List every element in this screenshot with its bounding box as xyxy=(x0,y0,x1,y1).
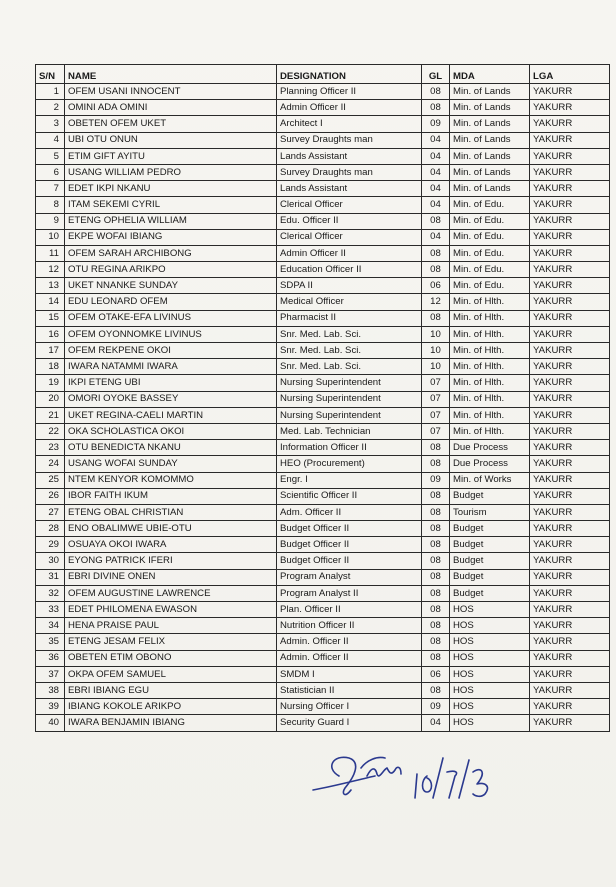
cell-sn: 7 xyxy=(36,181,65,197)
table-row xyxy=(36,391,610,407)
table-row xyxy=(36,310,610,326)
handwritten-signature xyxy=(305,746,505,806)
table-row xyxy=(36,245,610,261)
cell-mda: Min. of Edu. xyxy=(450,245,530,261)
cell-sn: 33 xyxy=(36,602,65,618)
cell-designation: Edu. Officer II xyxy=(277,213,422,229)
table-row xyxy=(36,666,610,682)
table-row xyxy=(36,213,610,229)
table-row xyxy=(36,197,610,213)
cell-mda: HOS xyxy=(450,634,530,650)
header-mda: MDA xyxy=(450,65,530,84)
cell-lga: YAKURR xyxy=(530,181,610,197)
cell-lga: YAKURR xyxy=(530,100,610,116)
cell-name: ETENG OBAL CHRISTIAN xyxy=(65,504,277,520)
cell-designation: Med. Lab. Technician xyxy=(277,423,422,439)
cell-lga: YAKURR xyxy=(530,375,610,391)
cell-sn: 35 xyxy=(36,634,65,650)
cell-sn: 25 xyxy=(36,472,65,488)
cell-lga: YAKURR xyxy=(530,488,610,504)
cell-gl: 04 xyxy=(422,164,450,180)
table-row xyxy=(36,423,610,439)
cell-lga: YAKURR xyxy=(530,407,610,423)
cell-name: OFEM OTAKE-EFA LIVINUS xyxy=(65,310,277,326)
cell-mda: Min. of Hlth. xyxy=(450,326,530,342)
table-row xyxy=(36,84,610,100)
cell-mda: Due Process xyxy=(450,456,530,472)
cell-gl: 08 xyxy=(422,100,450,116)
cell-mda: Min. of Edu. xyxy=(450,213,530,229)
table-row xyxy=(36,359,610,375)
cell-name: USANG WILLIAM PEDRO xyxy=(65,164,277,180)
cell-mda: HOS xyxy=(450,699,530,715)
cell-gl: 04 xyxy=(422,132,450,148)
cell-designation: Planning Officer II xyxy=(277,84,422,100)
cell-gl: 04 xyxy=(422,197,450,213)
cell-designation: Architect I xyxy=(277,116,422,132)
cell-mda: Tourism xyxy=(450,504,530,520)
cell-gl: 08 xyxy=(422,84,450,100)
cell-mda: Min. of Edu. xyxy=(450,278,530,294)
table-row xyxy=(36,618,610,634)
cell-name: OKPA OFEM SAMUEL xyxy=(65,666,277,682)
cell-sn: 26 xyxy=(36,488,65,504)
cell-gl: 08 xyxy=(422,262,450,278)
cell-mda: Min. of Hlth. xyxy=(450,407,530,423)
cell-gl: 09 xyxy=(422,699,450,715)
header-name: NAME xyxy=(65,65,277,84)
cell-sn: 17 xyxy=(36,343,65,359)
cell-name: ETENG JESAM FELIX xyxy=(65,634,277,650)
cell-designation: Plan. Officer II xyxy=(277,602,422,618)
cell-designation: Budget Officer II xyxy=(277,553,422,569)
cell-lga: YAKURR xyxy=(530,682,610,698)
cell-sn: 12 xyxy=(36,262,65,278)
cell-mda: Due Process xyxy=(450,440,530,456)
table-row xyxy=(36,326,610,342)
table-row xyxy=(36,262,610,278)
cell-mda: Min. of Lands xyxy=(450,181,530,197)
cell-designation: Lands Assistant xyxy=(277,181,422,197)
cell-sn: 8 xyxy=(36,197,65,213)
cell-mda: HOS xyxy=(450,602,530,618)
table-body xyxy=(36,84,610,732)
cell-sn: 10 xyxy=(36,229,65,245)
cell-designation: Survey Draughts man xyxy=(277,132,422,148)
table-row xyxy=(36,553,610,569)
cell-gl: 08 xyxy=(422,553,450,569)
cell-mda: HOS xyxy=(450,682,530,698)
staff-table xyxy=(35,64,610,732)
table-row xyxy=(36,229,610,245)
cell-mda: HOS xyxy=(450,650,530,666)
cell-sn: 39 xyxy=(36,699,65,715)
table-row xyxy=(36,521,610,537)
cell-mda: Min. of Lands xyxy=(450,116,530,132)
cell-lga: YAKURR xyxy=(530,618,610,634)
cell-mda: Min. of Lands xyxy=(450,100,530,116)
cell-lga: YAKURR xyxy=(530,197,610,213)
cell-mda: Min. of Lands xyxy=(450,132,530,148)
cell-gl: 04 xyxy=(422,181,450,197)
cell-sn: 36 xyxy=(36,650,65,666)
cell-sn: 18 xyxy=(36,359,65,375)
cell-lga: YAKURR xyxy=(530,343,610,359)
cell-lga: YAKURR xyxy=(530,602,610,618)
cell-lga: YAKURR xyxy=(530,504,610,520)
cell-gl: 08 xyxy=(422,585,450,601)
cell-gl: 08 xyxy=(422,682,450,698)
cell-gl: 08 xyxy=(422,537,450,553)
header-row xyxy=(36,65,610,84)
cell-name: OMORI OYOKE BASSEY xyxy=(65,391,277,407)
table-row xyxy=(36,472,610,488)
cell-name: OTU BENEDICTA NKANU xyxy=(65,440,277,456)
cell-mda: Min. of Lands xyxy=(450,84,530,100)
cell-sn: 31 xyxy=(36,569,65,585)
cell-name: EBRI IBIANG EGU xyxy=(65,682,277,698)
cell-mda: Min. of Works xyxy=(450,472,530,488)
cell-designation: Admin. Officer II xyxy=(277,634,422,650)
cell-sn: 40 xyxy=(36,715,65,731)
cell-mda: Budget xyxy=(450,537,530,553)
header-sn: S/N xyxy=(36,65,65,84)
table-row xyxy=(36,634,610,650)
table-row xyxy=(36,343,610,359)
cell-name: OMINI ADA OMINI xyxy=(65,100,277,116)
cell-name: OFEM AUGUSTINE LAWRENCE xyxy=(65,585,277,601)
cell-designation: Budget Officer II xyxy=(277,537,422,553)
cell-lga: YAKURR xyxy=(530,650,610,666)
cell-gl: 08 xyxy=(422,504,450,520)
cell-gl: 09 xyxy=(422,116,450,132)
cell-sn: 20 xyxy=(36,391,65,407)
table-row xyxy=(36,278,610,294)
cell-designation: Nursing Superintendent xyxy=(277,375,422,391)
cell-sn: 14 xyxy=(36,294,65,310)
cell-name: HENA PRAISE PAUL xyxy=(65,618,277,634)
table-row xyxy=(36,682,610,698)
cell-name: UKET NNANKE SUNDAY xyxy=(65,278,277,294)
cell-sn: 24 xyxy=(36,456,65,472)
cell-designation: Nursing Officer I xyxy=(277,699,422,715)
table-row xyxy=(36,440,610,456)
cell-name: USANG WOFAI SUNDAY xyxy=(65,456,277,472)
cell-lga: YAKURR xyxy=(530,521,610,537)
cell-designation: Pharmacist II xyxy=(277,310,422,326)
cell-name: ETENG OPHELIA WILLIAM xyxy=(65,213,277,229)
cell-lga: YAKURR xyxy=(530,440,610,456)
cell-name: IBIANG KOKOLE ARIKPO xyxy=(65,699,277,715)
cell-lga: YAKURR xyxy=(530,262,610,278)
cell-name: EDET PHILOMENA EWASON xyxy=(65,602,277,618)
cell-designation: Statistician II xyxy=(277,682,422,698)
cell-lga: YAKURR xyxy=(530,423,610,439)
cell-name: OBETEN OFEM UKET xyxy=(65,116,277,132)
cell-sn: 30 xyxy=(36,553,65,569)
cell-designation: Security Guard I xyxy=(277,715,422,731)
cell-name: EBRI DIVINE ONEN xyxy=(65,569,277,585)
cell-gl: 08 xyxy=(422,310,450,326)
table-row xyxy=(36,294,610,310)
cell-mda: HOS xyxy=(450,618,530,634)
table-row xyxy=(36,569,610,585)
cell-lga: YAKURR xyxy=(530,456,610,472)
cell-designation: Information Officer II xyxy=(277,440,422,456)
cell-gl: 08 xyxy=(422,456,450,472)
cell-gl: 08 xyxy=(422,488,450,504)
cell-gl: 04 xyxy=(422,715,450,731)
cell-sn: 29 xyxy=(36,537,65,553)
cell-designation: Snr. Med. Lab. Sci. xyxy=(277,343,422,359)
cell-sn: 11 xyxy=(36,245,65,261)
cell-gl: 09 xyxy=(422,472,450,488)
table-row xyxy=(36,375,610,391)
cell-gl: 06 xyxy=(422,278,450,294)
header-gl: GL xyxy=(422,65,450,84)
cell-name: UKET REGINA-CAELI MARTIN xyxy=(65,407,277,423)
cell-sn: 28 xyxy=(36,521,65,537)
cell-gl: 10 xyxy=(422,343,450,359)
cell-sn: 13 xyxy=(36,278,65,294)
cell-gl: 07 xyxy=(422,391,450,407)
cell-sn: 16 xyxy=(36,326,65,342)
cell-designation: HEO (Procurement) xyxy=(277,456,422,472)
cell-mda: Min. of Hlth. xyxy=(450,391,530,407)
cell-name: OKA SCHOLASTICA OKOI xyxy=(65,423,277,439)
cell-lga: YAKURR xyxy=(530,569,610,585)
cell-sn: 23 xyxy=(36,440,65,456)
cell-name: OFEM OYONNOMKE LIVINUS xyxy=(65,326,277,342)
cell-designation: Medical Officer xyxy=(277,294,422,310)
cell-sn: 9 xyxy=(36,213,65,229)
cell-mda: Min. of Lands xyxy=(450,164,530,180)
cell-mda: Min. of Hlth. xyxy=(450,294,530,310)
cell-sn: 4 xyxy=(36,132,65,148)
cell-gl: 04 xyxy=(422,229,450,245)
cell-mda: Budget xyxy=(450,521,530,537)
cell-mda: Min. of Edu. xyxy=(450,262,530,278)
cell-name: EYONG PATRICK IFERI xyxy=(65,553,277,569)
cell-lga: YAKURR xyxy=(530,278,610,294)
cell-designation: Program Analyst II xyxy=(277,585,422,601)
cell-sn: 19 xyxy=(36,375,65,391)
cell-lga: YAKURR xyxy=(530,213,610,229)
table-row xyxy=(36,715,610,731)
cell-sn: 27 xyxy=(36,504,65,520)
cell-lga: YAKURR xyxy=(530,229,610,245)
cell-designation: Engr. I xyxy=(277,472,422,488)
table-row xyxy=(36,504,610,520)
cell-mda: HOS xyxy=(450,715,530,731)
cell-designation: Admin Officer II xyxy=(277,245,422,261)
cell-mda: Min. of Hlth. xyxy=(450,375,530,391)
cell-designation: Clerical Officer xyxy=(277,229,422,245)
cell-designation: Education Officer II xyxy=(277,262,422,278)
table-row xyxy=(36,488,610,504)
cell-lga: YAKURR xyxy=(530,666,610,682)
cell-sn: 15 xyxy=(36,310,65,326)
table-row xyxy=(36,407,610,423)
cell-sn: 32 xyxy=(36,585,65,601)
cell-mda: Min. of Hlth. xyxy=(450,310,530,326)
cell-lga: YAKURR xyxy=(530,294,610,310)
cell-name: NTEM KENYOR KOMOMMO xyxy=(65,472,277,488)
cell-name: EDET IKPI NKANU xyxy=(65,181,277,197)
cell-designation: Snr. Med. Lab. Sci. xyxy=(277,326,422,342)
cell-gl: 10 xyxy=(422,326,450,342)
cell-gl: 08 xyxy=(422,650,450,666)
cell-sn: 5 xyxy=(36,148,65,164)
cell-lga: YAKURR xyxy=(530,699,610,715)
cell-lga: YAKURR xyxy=(530,715,610,731)
table-row xyxy=(36,116,610,132)
cell-designation: Lands Assistant xyxy=(277,148,422,164)
cell-designation: Snr. Med. Lab. Sci. xyxy=(277,359,422,375)
cell-gl: 08 xyxy=(422,440,450,456)
cell-gl: 07 xyxy=(422,407,450,423)
cell-gl: 08 xyxy=(422,521,450,537)
cell-gl: 07 xyxy=(422,423,450,439)
cell-designation: Nursing Superintendent xyxy=(277,407,422,423)
cell-name: IWARA NATAMMI IWARA xyxy=(65,359,277,375)
cell-name: IKPI ETENG UBI xyxy=(65,375,277,391)
cell-name: OBETEN ETIM OBONO xyxy=(65,650,277,666)
cell-name: UBI OTU ONUN xyxy=(65,132,277,148)
cell-designation: Survey Draughts man xyxy=(277,164,422,180)
cell-mda: HOS xyxy=(450,666,530,682)
cell-sn: 21 xyxy=(36,407,65,423)
cell-name: OSUAYA OKOI IWARA xyxy=(65,537,277,553)
cell-gl: 04 xyxy=(422,148,450,164)
cell-gl: 08 xyxy=(422,213,450,229)
cell-designation: Nursing Superintendent xyxy=(277,391,422,407)
cell-mda: Min. of Edu. xyxy=(450,229,530,245)
cell-sn: 1 xyxy=(36,84,65,100)
cell-mda: Min. of Lands xyxy=(450,148,530,164)
cell-lga: YAKURR xyxy=(530,164,610,180)
cell-designation: Admin. Officer II xyxy=(277,650,422,666)
cell-designation: SMDM I xyxy=(277,666,422,682)
cell-mda: Budget xyxy=(450,585,530,601)
header-designation: DESIGNATION xyxy=(277,65,422,84)
cell-mda: Min. of Hlth. xyxy=(450,343,530,359)
cell-mda: Min. of Hlth. xyxy=(450,423,530,439)
cell-lga: YAKURR xyxy=(530,245,610,261)
cell-lga: YAKURR xyxy=(530,310,610,326)
cell-gl: 10 xyxy=(422,359,450,375)
cell-lga: YAKURR xyxy=(530,84,610,100)
cell-lga: YAKURR xyxy=(530,472,610,488)
table-row xyxy=(36,585,610,601)
cell-name: EDU LEONARD OFEM xyxy=(65,294,277,310)
cell-gl: 06 xyxy=(422,666,450,682)
cell-mda: Min. of Hlth. xyxy=(450,359,530,375)
table-row xyxy=(36,148,610,164)
cell-name: OFEM SARAH ARCHIBONG xyxy=(65,245,277,261)
cell-name: ENO OBALIMWE UBIE-OTU xyxy=(65,521,277,537)
cell-sn: 2 xyxy=(36,100,65,116)
cell-gl: 08 xyxy=(422,245,450,261)
cell-sn: 22 xyxy=(36,423,65,439)
cell-designation: Budget Officer II xyxy=(277,521,422,537)
cell-designation: Scientific Officer II xyxy=(277,488,422,504)
cell-lga: YAKURR xyxy=(530,585,610,601)
cell-name: IWARA BENJAMIN IBIANG xyxy=(65,715,277,731)
cell-name: ITAM SEKEMI CYRIL xyxy=(65,197,277,213)
table-row xyxy=(36,537,610,553)
cell-gl: 08 xyxy=(422,602,450,618)
cell-sn: 6 xyxy=(36,164,65,180)
table-row xyxy=(36,456,610,472)
table-row xyxy=(36,181,610,197)
cell-lga: YAKURR xyxy=(530,148,610,164)
cell-designation: Adm. Officer II xyxy=(277,504,422,520)
table-row xyxy=(36,699,610,715)
cell-sn: 34 xyxy=(36,618,65,634)
cell-designation: SDPA II xyxy=(277,278,422,294)
table-row xyxy=(36,100,610,116)
cell-mda: Min. of Edu. xyxy=(450,197,530,213)
cell-gl: 12 xyxy=(422,294,450,310)
table-row xyxy=(36,132,610,148)
cell-name: OTU REGINA ARIKPO xyxy=(65,262,277,278)
cell-lga: YAKURR xyxy=(530,132,610,148)
cell-designation: Admin Officer II xyxy=(277,100,422,116)
cell-name: OFEM REKPENE OKOI xyxy=(65,343,277,359)
cell-gl: 08 xyxy=(422,569,450,585)
cell-mda: Budget xyxy=(450,569,530,585)
cell-name: ETIM GIFT AYITU xyxy=(65,148,277,164)
cell-lga: YAKURR xyxy=(530,634,610,650)
cell-name: OFEM USANI INNOCENT xyxy=(65,84,277,100)
cell-name: EKPE WOFAI IBIANG xyxy=(65,229,277,245)
cell-mda: Budget xyxy=(450,488,530,504)
cell-gl: 07 xyxy=(422,375,450,391)
cell-designation: Clerical Officer xyxy=(277,197,422,213)
cell-gl: 08 xyxy=(422,618,450,634)
table-row xyxy=(36,650,610,666)
table-row xyxy=(36,602,610,618)
cell-sn: 38 xyxy=(36,682,65,698)
cell-lga: YAKURR xyxy=(530,359,610,375)
header-lga: LGA xyxy=(530,65,610,84)
cell-gl: 08 xyxy=(422,634,450,650)
cell-lga: YAKURR xyxy=(530,326,610,342)
cell-lga: YAKURR xyxy=(530,391,610,407)
table-row xyxy=(36,164,610,180)
cell-designation: Nutrition Officer II xyxy=(277,618,422,634)
cell-name: IBOR FAITH IKUM xyxy=(65,488,277,504)
cell-sn: 3 xyxy=(36,116,65,132)
cell-lga: YAKURR xyxy=(530,537,610,553)
cell-mda: Budget xyxy=(450,553,530,569)
cell-designation: Program Analyst xyxy=(277,569,422,585)
cell-lga: YAKURR xyxy=(530,553,610,569)
cell-sn: 37 xyxy=(36,666,65,682)
cell-lga: YAKURR xyxy=(530,116,610,132)
table-header xyxy=(36,65,610,84)
